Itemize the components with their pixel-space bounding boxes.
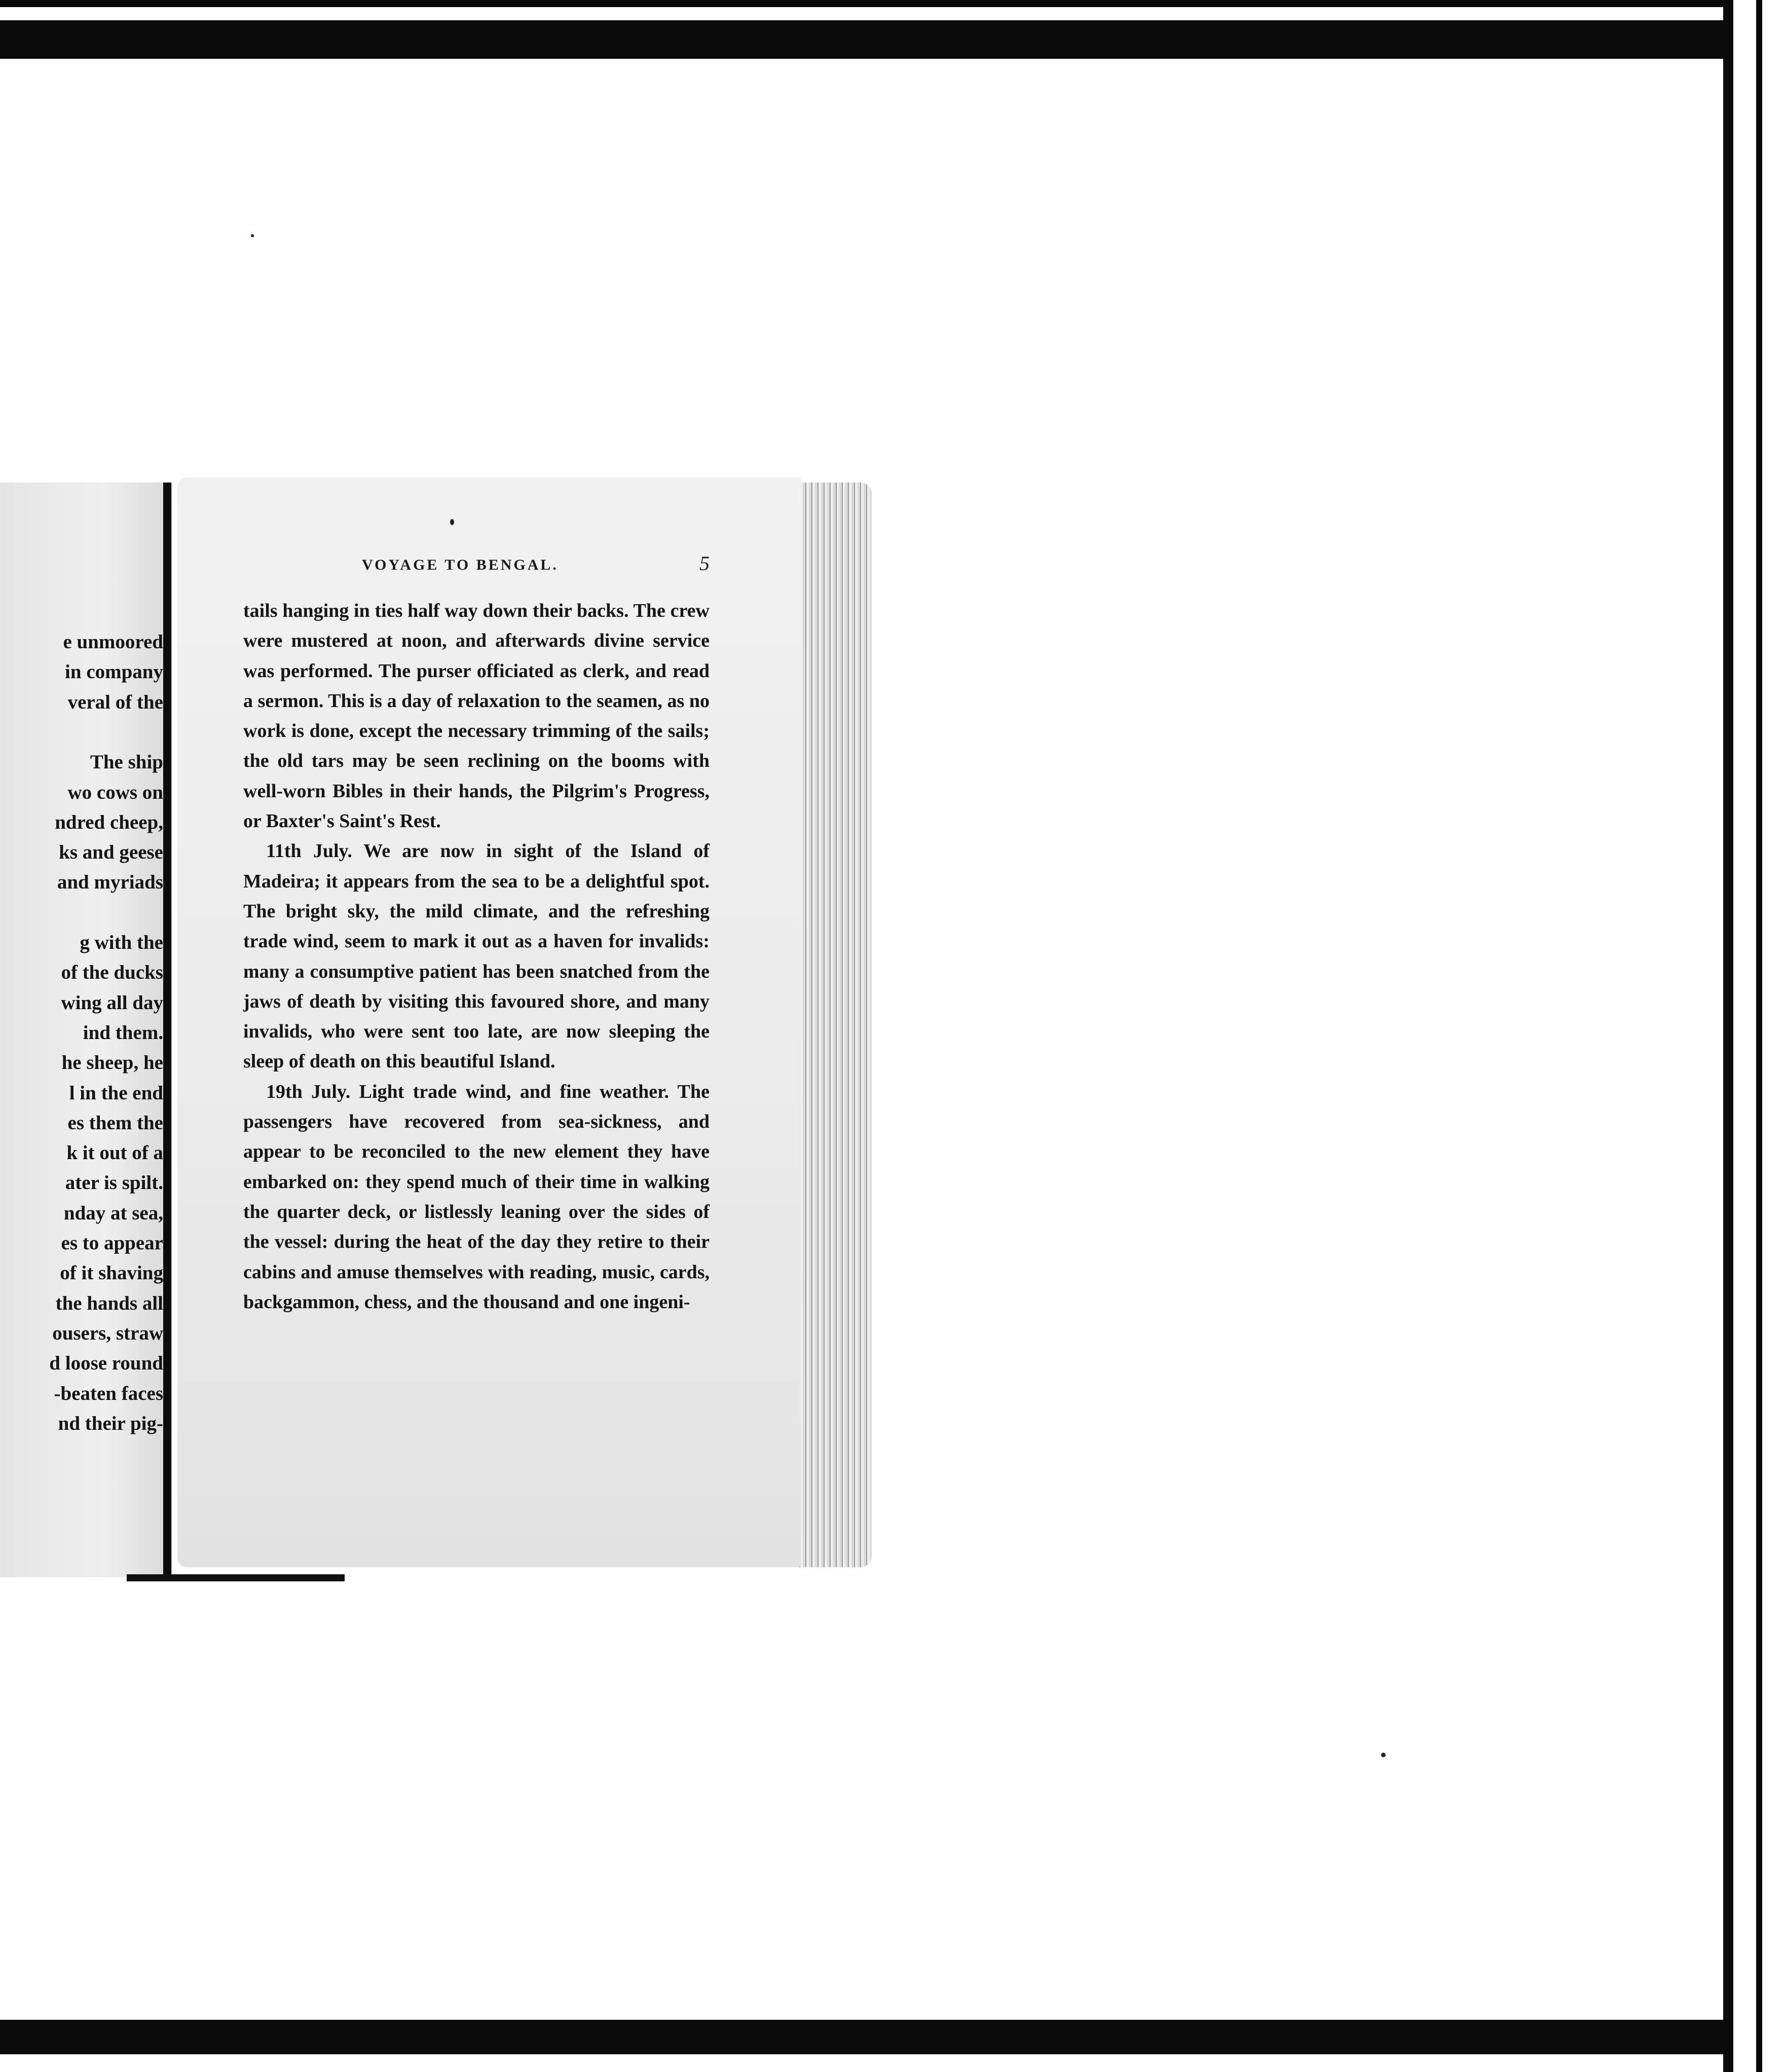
left-page-line: g with the [80, 932, 163, 953]
paragraph: tails hanging in ties half way down their backs. The crew were mustered at noon, and afterwards divine service was performed. The purser officiated as clerk, and read a sermon. This is a day of relaxation to the seamen, as no work is done, except the necessary trimming of the sails; the old tars may be seen reclining on the booms with well-worn Bibles in their hands, the Pilgrim's Progress, or Baxter's Saint's Rest. [243, 600, 710, 832]
left-page-line: k it out of a [66, 1142, 163, 1164]
ink-speck [450, 519, 454, 525]
left-page-line: ks and geese [59, 841, 163, 864]
book-gutter [163, 483, 171, 1574]
left-page-line: veral of the [67, 691, 163, 713]
left-page-line: es them the [67, 1112, 163, 1134]
frame-top-bar [0, 20, 1723, 59]
left-page-line: d loose round [49, 1352, 163, 1375]
page-number: 5 [699, 552, 710, 575]
left-page-line: l in the end [69, 1082, 163, 1104]
open-book [0, 462, 882, 1594]
paragraph: 19th July. Light trade wind, and fine weather. The passengers have recovered from sea-sickness, and appear to be reconciled to the new element they have embarked on: they spend much of their time in walking the quarter deck, or listlessly leaning over the sides of the vessel: during the heat of the day they retire to their cabins and amuse themselves with reading, music, cards, backgammon, chess, and the thousand and one ingeni- [243, 1081, 710, 1313]
left-page-line: -beaten faces [54, 1382, 163, 1404]
left-page-line: nd their pig- [58, 1412, 163, 1434]
page-edges [797, 483, 872, 1567]
left-page-line: of it shaving [60, 1262, 163, 1284]
page-body-text [243, 596, 710, 1317]
film-speck [1381, 1753, 1386, 1757]
left-page-line: the hands all [55, 1292, 163, 1314]
left-page-line: ind them. [83, 1021, 163, 1044]
left-page-line: wo cows on [67, 781, 163, 803]
left-page-line: e unmoored [63, 631, 163, 653]
left-page [0, 483, 172, 1577]
left-page-line: in company [65, 661, 163, 683]
left-page-line: ater is spilt. [65, 1172, 163, 1194]
bottom-rule [127, 1574, 345, 1581]
left-page-line: ousers, straw [52, 1322, 163, 1344]
film-speck [251, 234, 254, 237]
paragraph: 11th July. We are now in sight of the Island of Madeira; it appears from the sea to be a delightful spot. The bright sky, the mild climate, and the refreshing trade wind, seem to mark it out as a haven for invalids: many a consumptive patient has been snatched from the jaws of death by visiting this favoured shore, and many invalids, who were sent too late, are now sleeping the sleep of death on this beautiful Island. [243, 840, 710, 1072]
frame-top-strip [0, 0, 1723, 7]
left-page-line: wing all day [61, 991, 163, 1014]
left-page-line: nday at sea, [63, 1202, 163, 1224]
left-page-line: and myriads [57, 871, 163, 894]
frame-right-bar-outer [1756, 0, 1762, 2072]
frame-right-bar [1723, 0, 1733, 2072]
left-page-line: he sheep, he [61, 1052, 163, 1074]
left-page-line: of the ducks [61, 961, 163, 984]
left-page-line: The ship [90, 751, 163, 773]
running-header: VOYAGE TO BENGAL. [362, 557, 559, 573]
frame-bottom-bar [0, 2020, 1733, 2054]
left-page-line: ndred cheep, [55, 811, 163, 833]
left-page-line: es to appear [61, 1232, 163, 1254]
